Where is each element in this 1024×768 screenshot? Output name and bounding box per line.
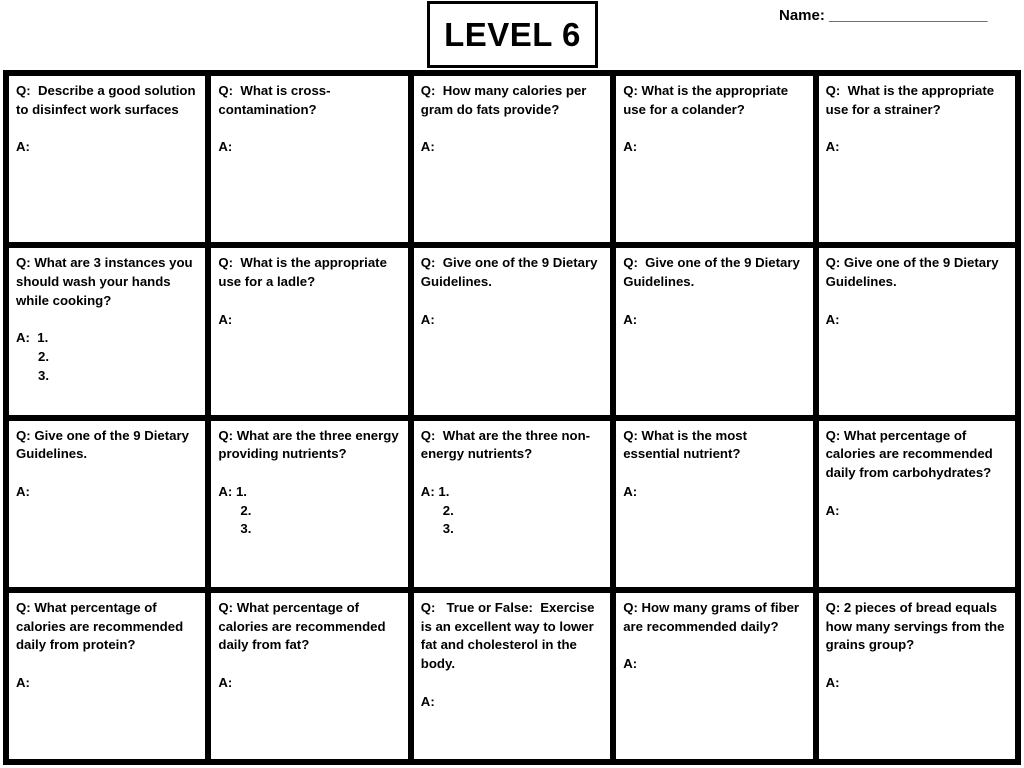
answer-field[interactable]: A: (16, 674, 30, 690)
question-text: Q: Describe a good solution to disinfect work surfaces (16, 83, 200, 117)
question-text: Q: Give one of the 9 Dietary Guidelines. (825, 255, 1003, 290)
answer-field[interactable]: A: (825, 674, 840, 690)
question-text: Q: What is the appropriate use for a strainer? (825, 83, 998, 117)
answer-field[interactable]: A: (825, 311, 840, 327)
answer-field[interactable]: A: 1. 2. 3. (218, 483, 252, 537)
question-text: Q: What percentage of calories are recommended daily from protein? (16, 599, 187, 653)
question-text: Q: What are the three energy providing nutrients? (218, 427, 403, 462)
question-text: Q: What percentage of calories are recommended daily from fat? (218, 599, 390, 653)
question-cell (819, 76, 1015, 242)
question-cell (819, 248, 1015, 414)
answer-field[interactable]: A: (623, 311, 638, 327)
answer-field[interactable]: A: (218, 674, 233, 690)
question-cell (211, 76, 407, 242)
question-cell (616, 248, 812, 414)
question-cell (819, 593, 1015, 759)
question-cell (211, 593, 407, 759)
answer-field[interactable]: A: (825, 502, 840, 518)
question-text: Q: What is the appropriate use for a colander? (623, 83, 792, 117)
question-cell (9, 593, 205, 759)
question-cell (616, 593, 812, 759)
answer-field[interactable]: A: (16, 483, 30, 499)
question-cell (9, 76, 205, 242)
question-cell (819, 421, 1015, 587)
answer-field[interactable]: A: (218, 311, 233, 327)
question-text: Q: How many grams of fiber are recommended daily? (623, 599, 803, 634)
question-text: Q: What percentage of calories are recommended daily from carbohydrates? (825, 427, 997, 481)
question-cell (211, 248, 407, 414)
name-field[interactable]: Name: ___________________ (779, 7, 988, 24)
question-cell (414, 248, 610, 414)
answer-field[interactable]: A: (623, 656, 638, 672)
question-text: Q: What are the three non-energy nutrients? (420, 427, 591, 462)
answer-field[interactable]: A: 1. 2. 3. (16, 330, 49, 384)
answer-field[interactable]: A: (623, 139, 638, 155)
question-cell (414, 421, 610, 587)
question-text: Q: What are 3 instances you should wash your hands while cooking? (16, 255, 197, 308)
question-text: Q: How many calories per gram do fats provide? (420, 83, 591, 117)
question-text: Q: True or False: Exercise is an excellent way to lower fat and cholesterol in the body. (420, 599, 599, 672)
question-text: Q: What is the appropriate use for a ladle? (218, 255, 391, 290)
question-text: Q: What is cross-contamination? (218, 83, 331, 117)
question-text: Q: Give one of the 9 Dietary Guidelines. (623, 255, 804, 290)
page-title: LEVEL 6 (427, 1, 598, 68)
question-cell (9, 421, 205, 587)
answer-field[interactable]: A: (420, 693, 435, 709)
question-text: Q: Give one of the 9 Dietary Guidelines. (420, 255, 602, 290)
answer-field[interactable]: A: (825, 139, 840, 155)
question-cell (414, 76, 610, 242)
answer-field[interactable]: A: (16, 139, 30, 155)
question-cell (9, 248, 205, 414)
answer-field[interactable]: A: (420, 311, 435, 327)
question-cell (616, 76, 812, 242)
question-text: Q: 2 pieces of bread equals how many servings from the grains group? (825, 599, 1009, 653)
question-cell (211, 421, 407, 587)
answer-field[interactable]: A: (623, 483, 638, 499)
question-text: Q: Give one of the 9 Dietary Guidelines. (16, 427, 193, 462)
question-cell (616, 421, 812, 587)
question-text: Q: What is the most essential nutrient? (623, 427, 751, 462)
question-cell (414, 593, 610, 759)
question-grid (3, 70, 1021, 765)
answer-field[interactable]: A: 1. 2. 3. (420, 483, 454, 537)
answer-field[interactable]: A: (218, 139, 233, 155)
answer-field[interactable]: A: (420, 139, 435, 155)
